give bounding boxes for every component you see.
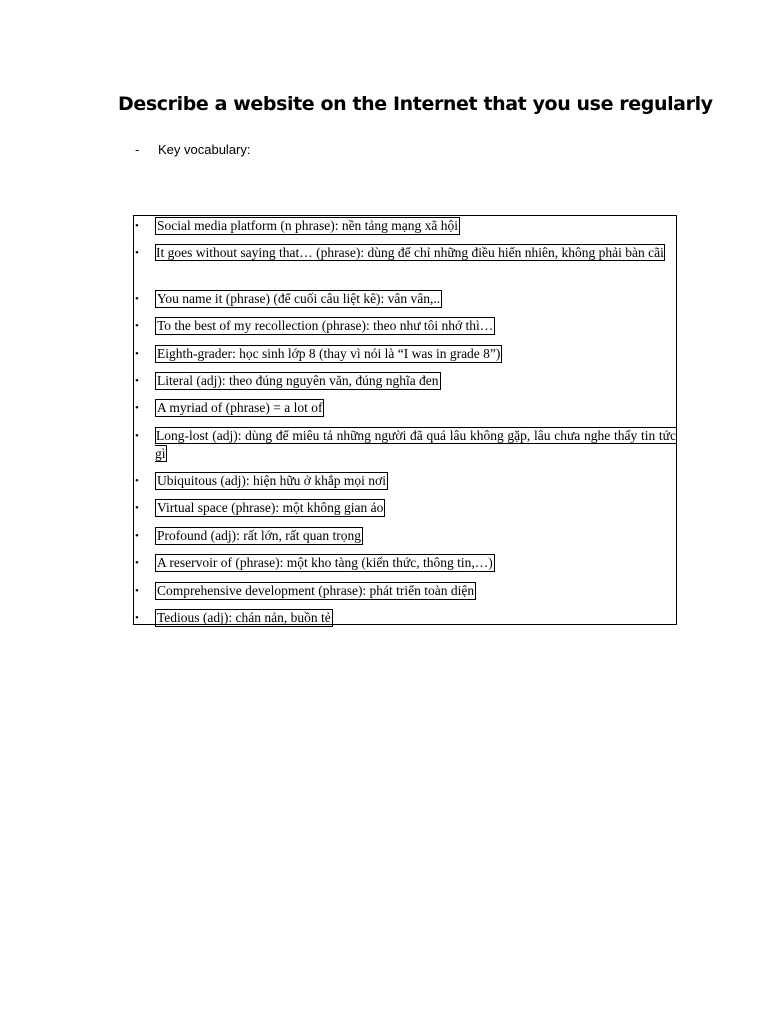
key-vocabulary-heading xyxy=(135,142,251,157)
vocab-entry xyxy=(155,244,676,262)
bullet-icon: • xyxy=(135,557,139,569)
vocab-entry-text: It goes without saying that… (phrase): dùng để chỉ những điều hiển nhiên, không phải bàn cãi xyxy=(156,245,664,260)
vocab-entry: Literal (adj): theo đúng nguyên văn, đúng nghĩa đen xyxy=(157,373,439,388)
bullet-icon: • xyxy=(135,612,139,624)
list-item xyxy=(134,317,676,335)
bullet-icon: • xyxy=(135,585,139,597)
bullet-icon: • xyxy=(135,220,139,232)
list-item xyxy=(134,527,676,545)
list-item xyxy=(134,499,676,517)
vocab-entry: Ubiquitous (adj): hiện hữu ở khắp mọi nơi xyxy=(157,473,386,488)
bullet-icon: • xyxy=(135,375,139,387)
bullet-icon: • xyxy=(135,430,139,442)
bullet-icon: • xyxy=(135,348,139,360)
vocab-entry: To the best of my recollection (phrase): theo như tôi nhớ thì… xyxy=(157,318,494,333)
vocab-entry-text: Long-lost (adj): dùng để miêu tả những người đã quá lâu không gặp, lâu chưa nghe thấy tin tức gì xyxy=(155,428,676,461)
vocab-entry: Tedious (adj): chán nản, buồn tẻ xyxy=(157,610,331,625)
bullet-icon: • xyxy=(135,293,139,305)
dash-bullet: - xyxy=(135,142,140,157)
list-item xyxy=(134,582,676,600)
vocab-entry: You name it (phrase) (để cuối câu liệt kê): vân vân,.. xyxy=(157,291,441,306)
vocab-entry xyxy=(155,427,676,463)
vocab-entry: Profound (adj): rất lớn, rất quan trọng xyxy=(157,528,361,543)
list-item xyxy=(134,217,676,235)
bullet-icon: • xyxy=(135,320,139,332)
list-item xyxy=(134,345,676,363)
list-item xyxy=(134,609,676,627)
list-item xyxy=(134,427,676,463)
list-item xyxy=(134,554,676,572)
bullet-icon: • xyxy=(135,530,139,542)
list-item xyxy=(134,372,676,390)
page-title: Describe a website on the Internet that you use regularly xyxy=(118,93,713,115)
key-vocabulary-label: Key vocabulary: xyxy=(158,142,251,157)
list-item xyxy=(134,399,676,417)
vocab-entry: A reservoir of (phrase): một kho tàng (kiến thức, thông tin,…) xyxy=(157,555,493,570)
vocab-entry: Comprehensive development (phrase): phát triển toàn diện xyxy=(157,583,475,598)
vocabulary-box xyxy=(133,215,677,625)
list-item xyxy=(134,244,676,280)
vocab-entry: A myriad of (phrase) = a lot of xyxy=(157,400,323,415)
vocab-entry: Virtual space (phrase): một không gian ảo xyxy=(157,500,384,515)
bullet-icon: • xyxy=(135,402,139,414)
bullet-icon: • xyxy=(135,475,139,487)
list-item xyxy=(134,472,676,490)
list-item xyxy=(134,290,676,308)
vocab-entry: Social media platform (n phrase): nền tảng mạng xã hội xyxy=(157,218,459,233)
bullet-icon: • xyxy=(135,502,139,514)
bullet-icon: • xyxy=(135,247,139,259)
vocab-entry: Eighth-grader: học sinh lớp 8 (thay vì nói là “I was in grade 8”) xyxy=(157,346,501,361)
